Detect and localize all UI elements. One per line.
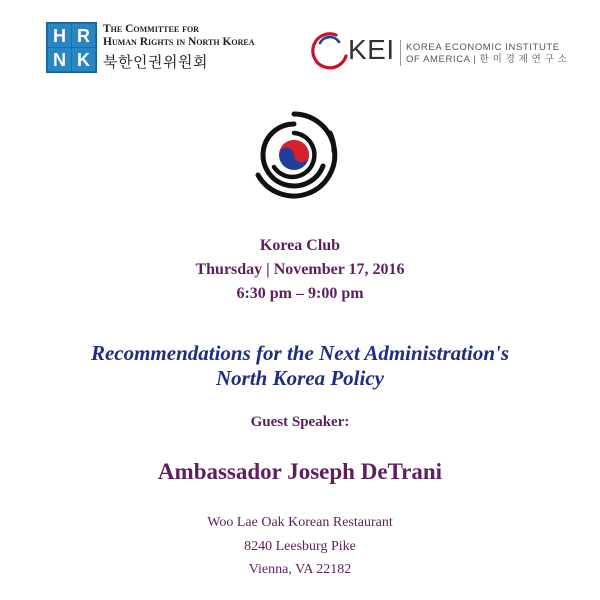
event-title-line1: Recommendations for the Next Administration's	[90, 341, 510, 365]
venue-street: 8240 Leesburg Pike	[244, 539, 356, 554]
event-time: 6:30 pm – 9:00 pm	[236, 285, 364, 302]
hrnk-letter-h: H	[48, 24, 71, 47]
kei-name-line1: KOREA ECONOMIC INSTITUTE	[406, 42, 560, 53]
kei-name	[406, 42, 568, 66]
kei-letters: KEI	[348, 34, 395, 65]
speaker-name: Ambassador Joseph DeTrani	[157, 459, 443, 484]
hrnk-letter-r: R	[72, 24, 95, 47]
kei-divider	[400, 40, 401, 66]
hrnk-letter-k: K	[72, 48, 95, 71]
guest-speaker-label: Guest Speaker:	[250, 414, 350, 430]
kei-swirl-icon	[306, 26, 354, 74]
hrnk-grid-mark	[46, 22, 97, 73]
hrnk-name-line1: The Committee for	[103, 23, 199, 35]
hrnk-name	[103, 23, 303, 72]
event-date: Thursday | November 17, 2016	[195, 261, 405, 278]
venue-name: Woo Lae Oak Korean Restaurant	[207, 515, 393, 530]
hrnk-letter-n: N	[48, 48, 71, 71]
event-title-line2: North Korea Policy	[216, 366, 384, 390]
korea-club-emblem-icon	[250, 111, 338, 199]
hrnk-name-line2: Human Rights in North Korea	[103, 36, 255, 48]
kei-logo	[306, 26, 576, 76]
kei-name-line2: OF AMERICA | 한 미 경 제 연 구 소	[406, 54, 568, 65]
event-club-name: Korea Club	[259, 237, 341, 254]
hrnk-logo	[46, 22, 296, 78]
venue-city: Vienna, VA 22182	[248, 562, 352, 577]
hrnk-korean-name: 북한인권위원회	[103, 53, 208, 71]
